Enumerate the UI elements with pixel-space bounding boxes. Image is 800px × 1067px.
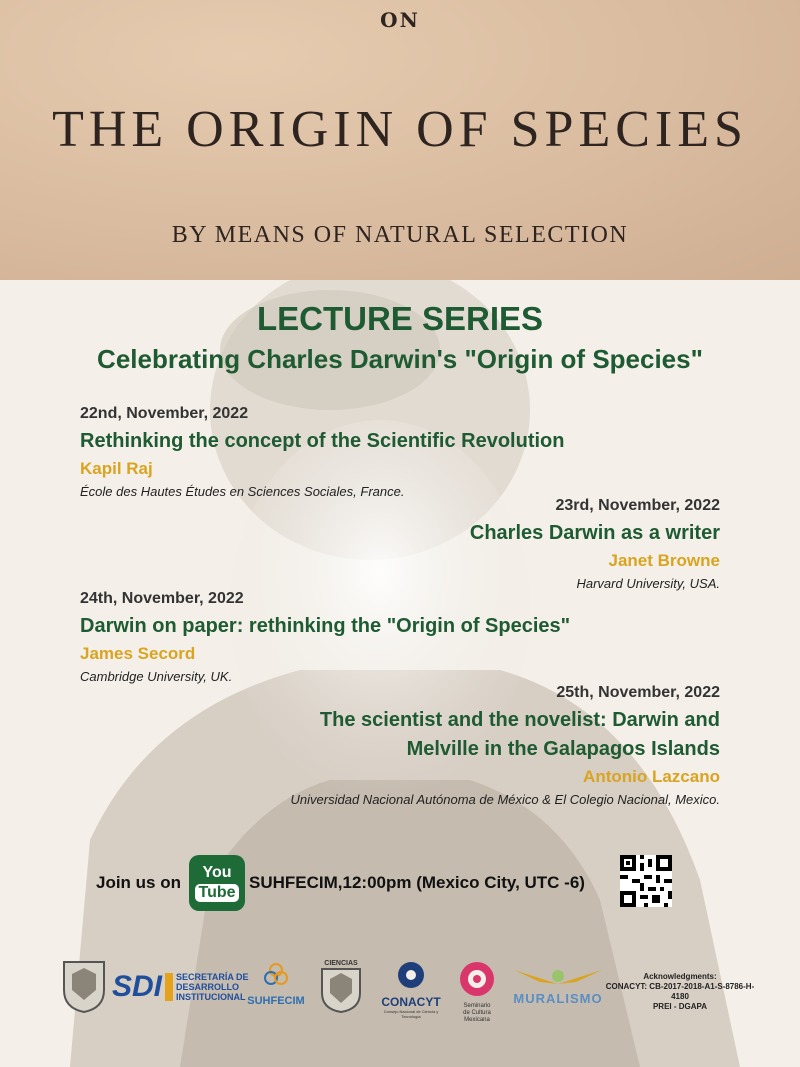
ack-line-1: CONACYT: CB-2017-2018-A1-S-8786-H-4180 [605, 982, 755, 1001]
sdi-mark: SDI [112, 970, 163, 1003]
lecture-speaker: James Secord [80, 644, 196, 663]
muralismo-wings-icon [510, 966, 606, 986]
seminario-label-1: Seminario [463, 1003, 491, 1009]
lecture-series-heading: LECTURE SERIES [256, 300, 544, 337]
lecture-title-line-1: The scientist and the novelist: Darwin and [319, 709, 720, 731]
unam-shield-logo [60, 960, 108, 1014]
join-us-row [96, 855, 585, 911]
lecture-3 [80, 588, 570, 686]
sdi-text-line: SECRETARÍA DE [176, 972, 249, 982]
seminario-spiral-icon [457, 960, 497, 998]
ack-line-2: PREI - DGAPA [652, 1002, 708, 1011]
youtube-icon[interactable] [189, 855, 245, 911]
lecture-4 [291, 682, 720, 809]
lecture-affiliation: Cambridge University, UK. [80, 669, 233, 684]
ack-label: Acknowledgments: [643, 972, 717, 981]
lecture-title-line-2: Melville in the Galapagos Islands [406, 738, 720, 760]
lecture-date: 24th, November, 2022 [80, 590, 244, 607]
seminario-logo [452, 960, 502, 1024]
lecture-speaker: Kapil Raj [80, 459, 153, 478]
acknowledgments [600, 972, 760, 1012]
sdi-text-line: DESARROLLO [176, 982, 240, 992]
join-prefix: Join us on [96, 873, 181, 892]
sdi-bar-icon [165, 973, 173, 1001]
lecture-speaker: Antonio Lazcano [583, 767, 720, 786]
lecture-affiliation: Harvard University, USA. [576, 576, 720, 591]
lecture-affiliation: École des Hautes Études en Sciences Sociales, France. [80, 484, 405, 499]
header-subtitle: BY MEANS OF NATURAL SELECTION [171, 222, 629, 248]
ciencias-shield-icon [318, 967, 364, 1013]
youtube-icon-tube: Tube [195, 884, 238, 902]
conacyt-sub: Consejo Nacional de Ciencia y Tecnología [383, 1009, 439, 1019]
suhfecim-label: SUHFECIM [247, 995, 305, 1007]
sdi-text [176, 972, 249, 1002]
suhfecim-logo [240, 960, 312, 1007]
series-subtitle: Celebrating Charles Darwin's "Origin of Species" [97, 344, 703, 374]
qr-code-icon[interactable] [620, 855, 672, 907]
youtube-icon-you: You [202, 864, 232, 881]
conacyt-dots-icon [396, 960, 426, 990]
conacyt-label: CONACYT [381, 995, 441, 1009]
header-on: ON [380, 8, 420, 32]
muralismo-label: MURALISMO [513, 991, 603, 1006]
lecture-date: 23rd, November, 2022 [555, 497, 720, 514]
ciencias-label: CIENCIAS [324, 960, 358, 967]
seminario-label-2: de Cultura Mexicana [463, 1010, 491, 1023]
lecture-date: 25th, November, 2022 [556, 684, 720, 701]
header-title: THE ORIGIN OF SPECIES [52, 101, 748, 158]
muralismo-logo [508, 966, 608, 1006]
sdi-logo [112, 970, 249, 1004]
conacyt-logo [376, 960, 446, 1019]
ciencias-logo [316, 960, 366, 1018]
lecture-1 [80, 403, 564, 501]
lecture-affiliation: Universidad Nacional Autónoma de México & El Colegio Nacional, Mexico. [290, 792, 720, 807]
join-details: SUHFECIM,12:00pm (Mexico City, UTC -6) [249, 873, 585, 892]
lecture-date: 22nd, November, 2022 [80, 405, 249, 422]
lecture-speaker: Janet Browne [608, 551, 720, 570]
suhfecim-circles-icon [261, 960, 291, 990]
lecture-title: Darwin on paper: rethinking the "Origin of Species" [80, 615, 571, 637]
lecture-2 [470, 495, 720, 593]
lecture-title: Charles Darwin as a writer [469, 522, 720, 544]
sdi-text-line: INSTITUCIONAL [176, 992, 246, 1002]
lecture-title: Rethinking the concept of the Scientific Revolution [80, 430, 565, 452]
